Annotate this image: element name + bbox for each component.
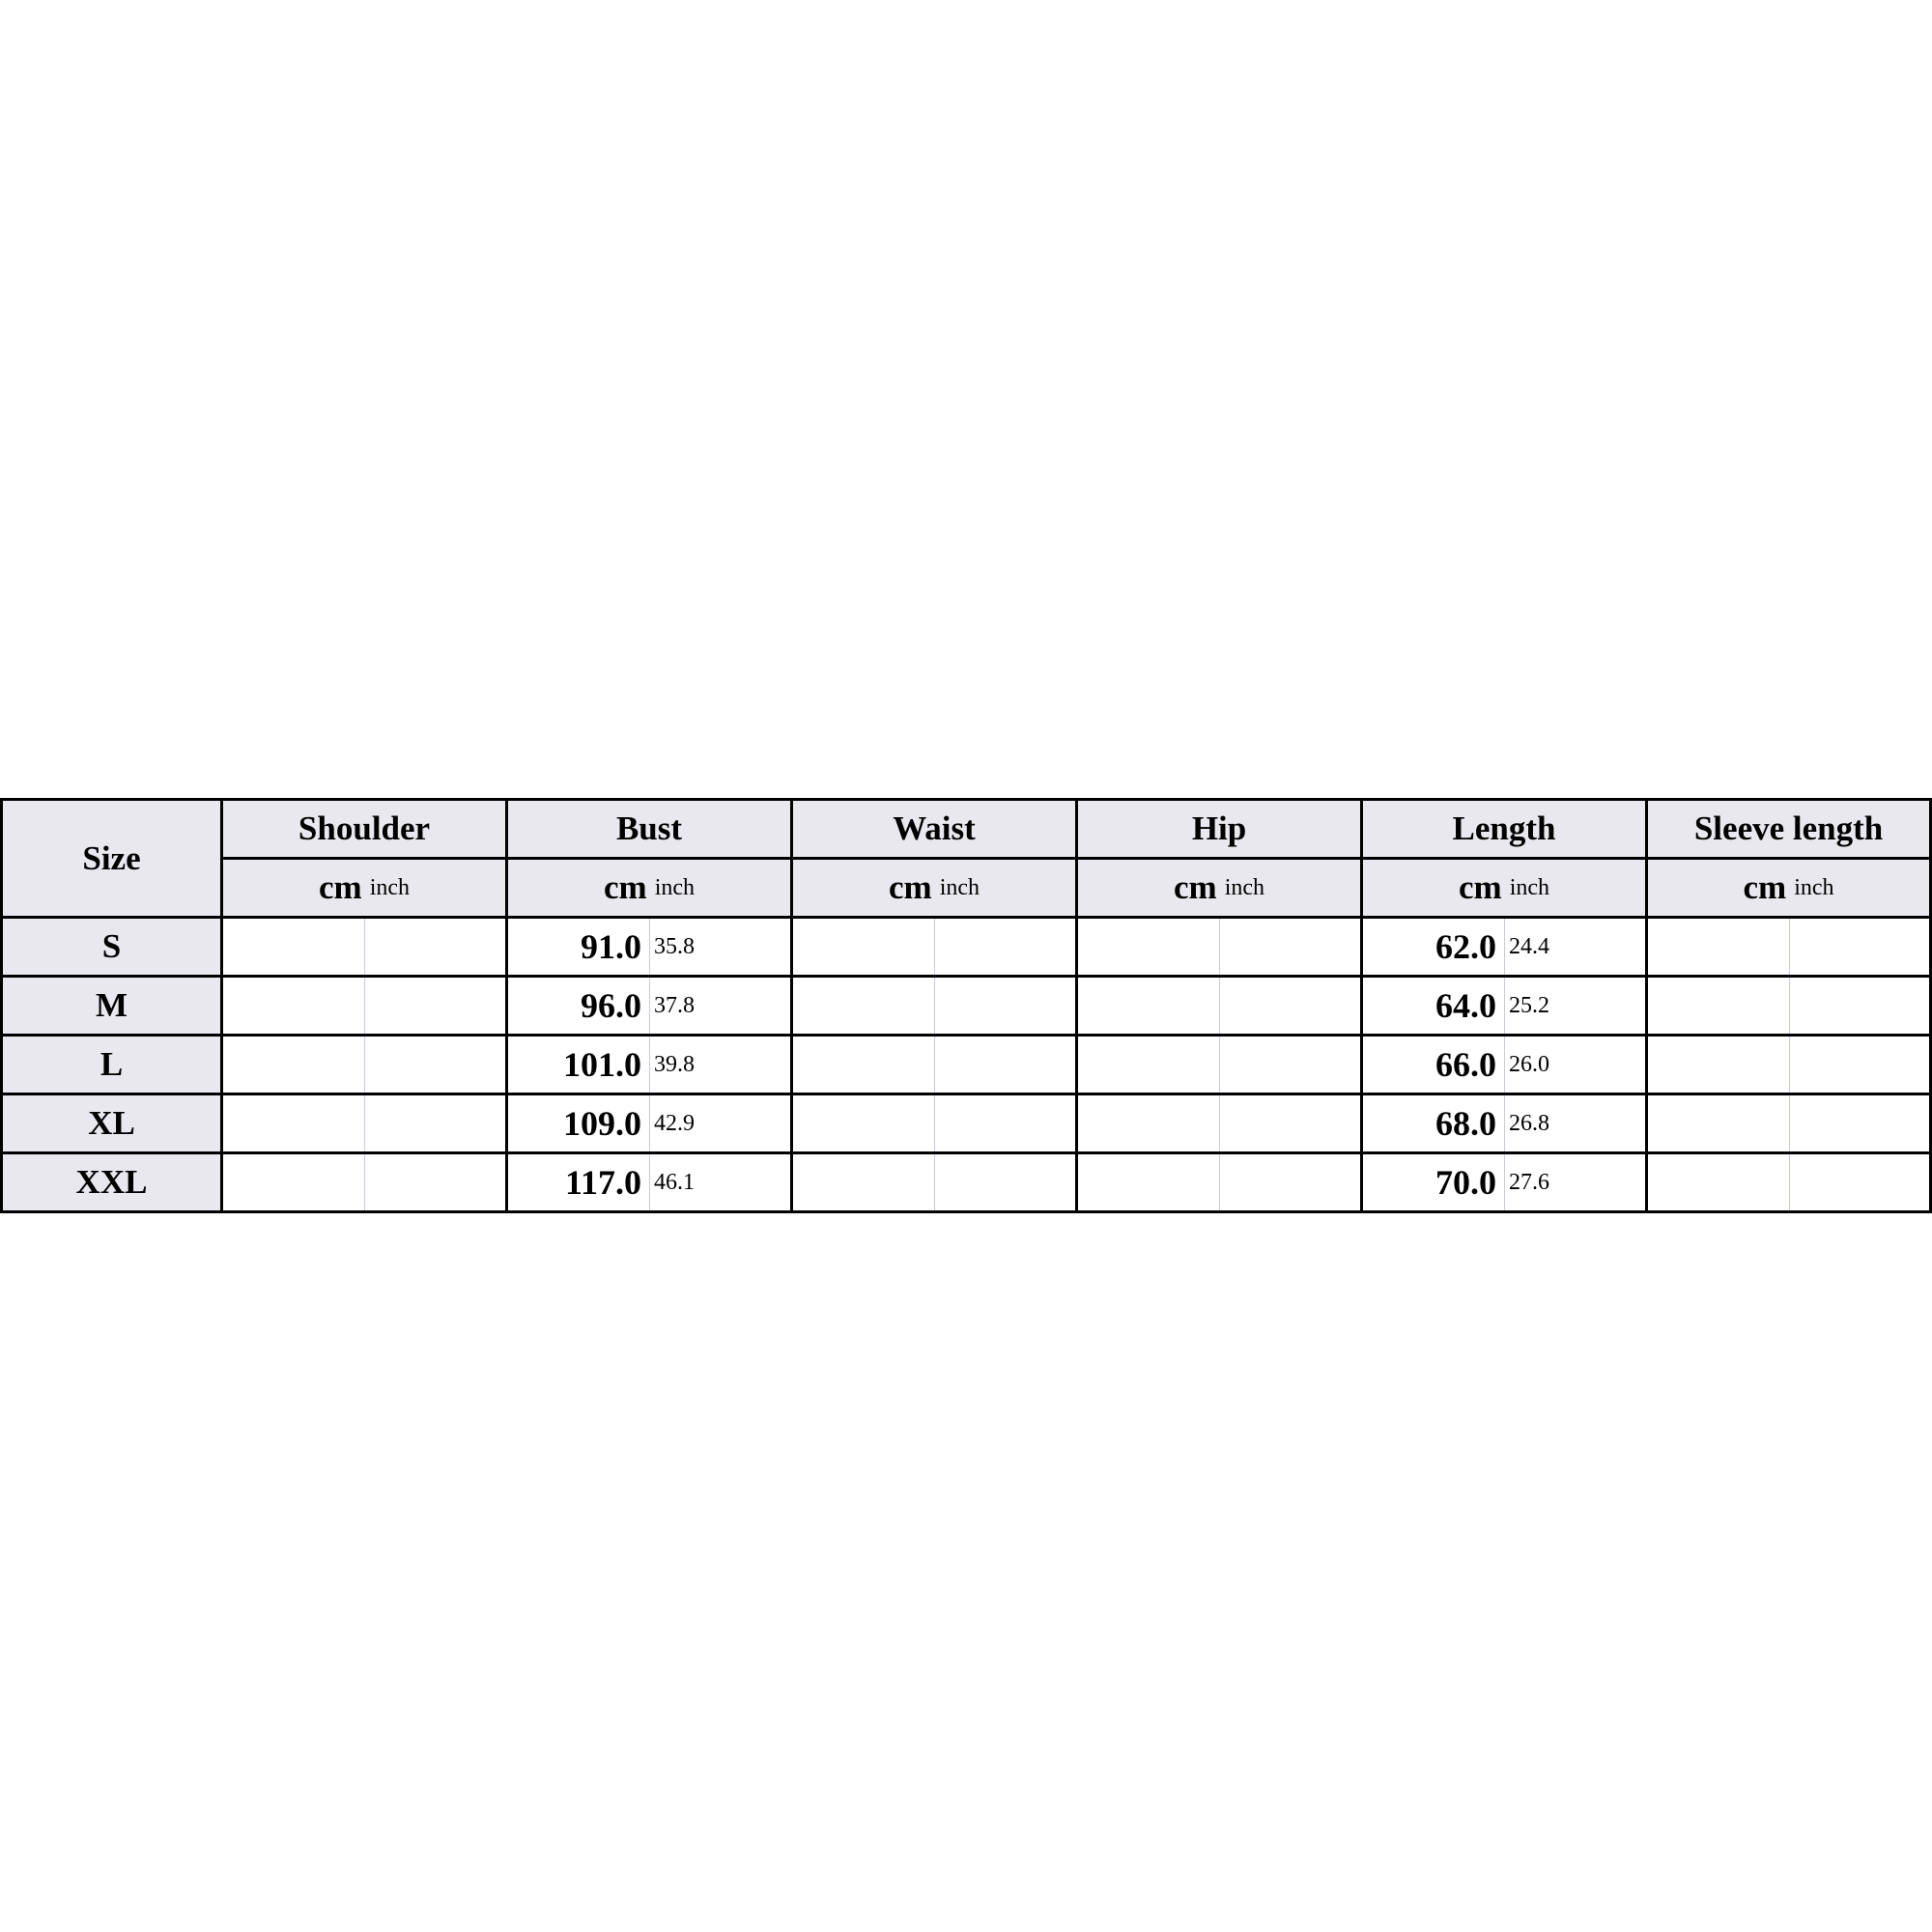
sleeve-length-cm (1647, 1153, 1790, 1212)
size-header: Size (2, 800, 222, 918)
unit-cm-label: cm (1174, 868, 1217, 906)
size-label: S (2, 918, 222, 977)
unit-cm-label: cm (1743, 868, 1787, 906)
shoulder-inch (365, 977, 507, 1036)
shoulder-unit-header (222, 859, 507, 918)
bust-cm: 96.0 (507, 977, 650, 1036)
shoulder-cm (222, 1153, 365, 1212)
bust-inch: 46.1 (650, 1153, 792, 1212)
hip-unit-header (1077, 859, 1362, 918)
length-header: Length (1362, 800, 1647, 859)
waist-inch (935, 977, 1077, 1036)
sleeve-length-cm (1647, 977, 1790, 1036)
waist-inch (935, 1036, 1077, 1094)
bust-cm: 101.0 (507, 1036, 650, 1094)
shoulder-inch (365, 918, 507, 977)
length-cm: 68.0 (1362, 1094, 1505, 1153)
shoulder-cm (222, 1094, 365, 1153)
unit-inch-label: inch (1224, 875, 1265, 900)
unit-inch-label: inch (369, 875, 411, 900)
shoulder-inch (365, 1094, 507, 1153)
hip-inch (1220, 1094, 1362, 1153)
sleeve-length-inch (1790, 1036, 1931, 1094)
sleeve-length-unit-header (1647, 859, 1931, 918)
sleeve-length-inch (1790, 918, 1931, 977)
sleeve-length-cm (1647, 918, 1790, 977)
length-inch: 26.0 (1505, 1036, 1647, 1094)
bust-header: Bust (507, 800, 792, 859)
size-label: L (2, 1036, 222, 1094)
table-row (2, 918, 1931, 977)
table-row (2, 1036, 1931, 1094)
bust-unit-header (507, 859, 792, 918)
length-inch: 26.8 (1505, 1094, 1647, 1153)
length-cm: 64.0 (1362, 977, 1505, 1036)
waist-cm (792, 1036, 935, 1094)
hip-cm (1077, 1094, 1220, 1153)
unit-inch-label: inch (1509, 875, 1550, 900)
unit-cm-label: cm (888, 868, 932, 906)
waist-inch (935, 1153, 1077, 1212)
waist-inch (935, 918, 1077, 977)
sleeve-length-cm (1647, 1036, 1790, 1094)
size-label: XL (2, 1094, 222, 1153)
unit-inch-label: inch (939, 875, 980, 900)
bust-inch: 42.9 (650, 1094, 792, 1153)
length-cm: 70.0 (1362, 1153, 1505, 1212)
hip-inch (1220, 977, 1362, 1036)
hip-inch (1220, 1153, 1362, 1212)
length-inch: 27.6 (1505, 1153, 1647, 1212)
length-inch: 25.2 (1505, 977, 1647, 1036)
length-cm: 66.0 (1362, 1036, 1505, 1094)
waist-cm (792, 1094, 935, 1153)
size-label: XXL (2, 1153, 222, 1212)
waist-cm (792, 918, 935, 977)
waist-cm (792, 1153, 935, 1212)
hip-inch (1220, 918, 1362, 977)
hip-cm (1077, 1153, 1220, 1212)
bust-cm: 117.0 (507, 1153, 650, 1212)
header-row (2, 800, 1931, 859)
shoulder-cm (222, 918, 365, 977)
unit-inch-label: inch (654, 875, 696, 900)
hip-header: Hip (1077, 800, 1362, 859)
waist-cm (792, 977, 935, 1036)
bust-cm: 91.0 (507, 918, 650, 977)
table-row (2, 977, 1931, 1036)
unit-row (2, 859, 1931, 918)
bust-inch: 37.8 (650, 977, 792, 1036)
sleeve-length-inch (1790, 1153, 1931, 1212)
unit-cm-label: cm (1459, 868, 1502, 906)
bust-cm: 109.0 (507, 1094, 650, 1153)
shoulder-inch (365, 1036, 507, 1094)
shoulder-header: Shoulder (222, 800, 507, 859)
shoulder-inch (365, 1153, 507, 1212)
unit-inch-label: inch (1794, 875, 1834, 900)
waist-unit-header (792, 859, 1077, 918)
hip-inch (1220, 1036, 1362, 1094)
sleeve-length-cm (1647, 1094, 1790, 1153)
hip-cm (1077, 977, 1220, 1036)
hip-cm (1077, 1036, 1220, 1094)
sleeve-length-inch (1790, 977, 1931, 1036)
size-label: M (2, 977, 222, 1036)
table-row (2, 1094, 1931, 1153)
bust-inch: 35.8 (650, 918, 792, 977)
bust-inch: 39.8 (650, 1036, 792, 1094)
table-row (2, 1153, 1931, 1212)
waist-inch (935, 1094, 1077, 1153)
sleeve-length-header: Sleeve length (1647, 800, 1931, 859)
waist-header: Waist (792, 800, 1077, 859)
length-cm: 62.0 (1362, 918, 1505, 977)
shoulder-cm (222, 1036, 365, 1094)
hip-cm (1077, 918, 1220, 977)
shoulder-cm (222, 977, 365, 1036)
unit-cm-label: cm (318, 868, 362, 906)
sleeve-length-inch (1790, 1094, 1931, 1153)
length-inch: 24.4 (1505, 918, 1647, 977)
unit-cm-label: cm (603, 868, 647, 906)
size-chart-table (0, 798, 1932, 1213)
length-unit-header (1362, 859, 1647, 918)
